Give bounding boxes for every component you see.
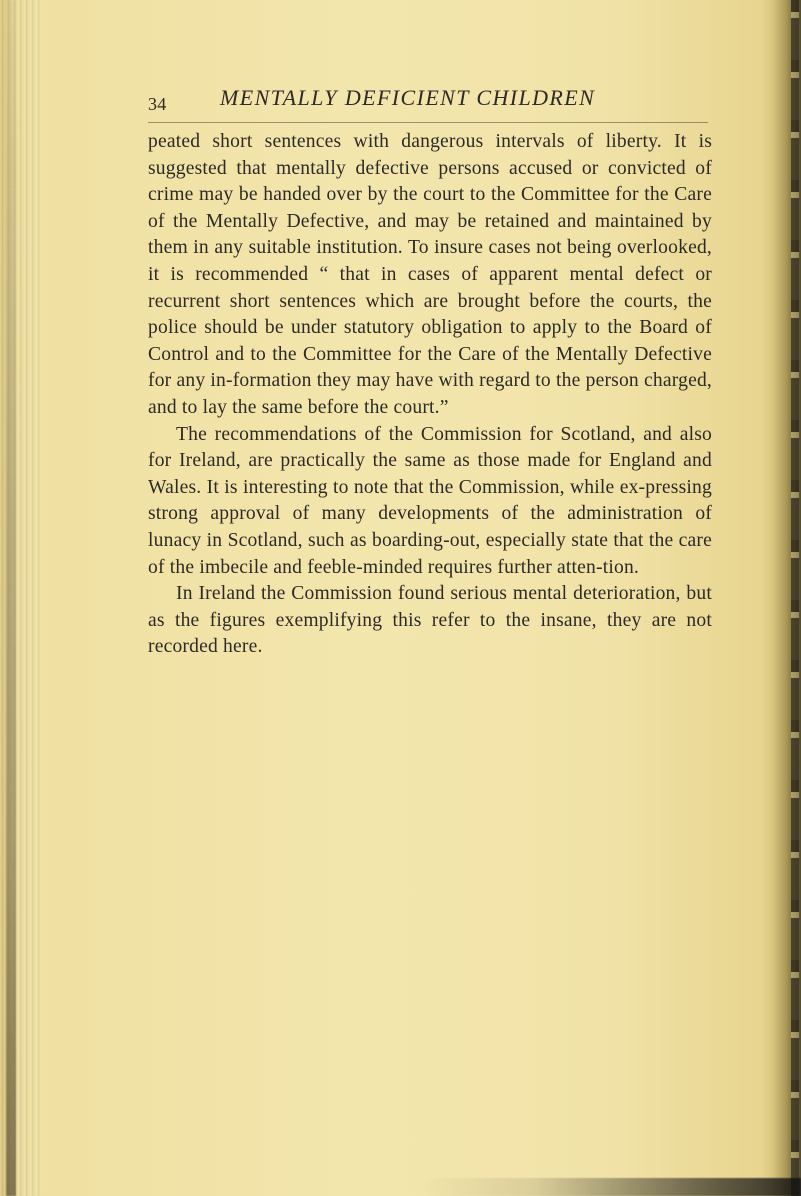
paragraph-1: peated short sentences with dangerous intervals of liberty. It is suggested that mentally defective persons accused or convicted of crime may be handed over by the court to the Committee for the Care of the Mentally Defective, and may be retained and maintained by them in any suitable institution. To insure cases not being overlooked, it is recommended “ that in cases of apparent mental defect or recurrent short sentences which are brought before the courts, the police should be under statutory obligation to apply to the Board of Control and to the Committee for the Care of the Mentally Defective for any in-formation they may have with regard to the person charged, and to lay the same before the court.”	[148, 131, 712, 418]
page-right-edge	[761, 0, 801, 1196]
paragraph-2: The recommendations of the Commission for Scotland, and also for Ireland, are practically the same as those made for England and Wales. It is interesting to note that the Commission, while ex-pressing strong approval of many developments of the administration of lunacy in Scotland, such as boarding-out, especially state that the care of the imbecile and feeble-minded requires further atten-tion.	[148, 423, 712, 578]
page-bottom-shadow	[420, 1178, 801, 1196]
running-head: MENTALLY DEFICIENT CHILDREN	[220, 85, 596, 110]
page-number: 34	[148, 94, 167, 114]
body-text	[148, 129, 712, 661]
header-rule	[148, 122, 708, 123]
page-header	[148, 84, 708, 128]
paragraph-3: In Ireland the Commission found serious mental deterioration, but as the figures exemplifying this refer to the insane, they are not recorded here.	[148, 583, 712, 658]
page-left-edge	[0, 0, 42, 1196]
